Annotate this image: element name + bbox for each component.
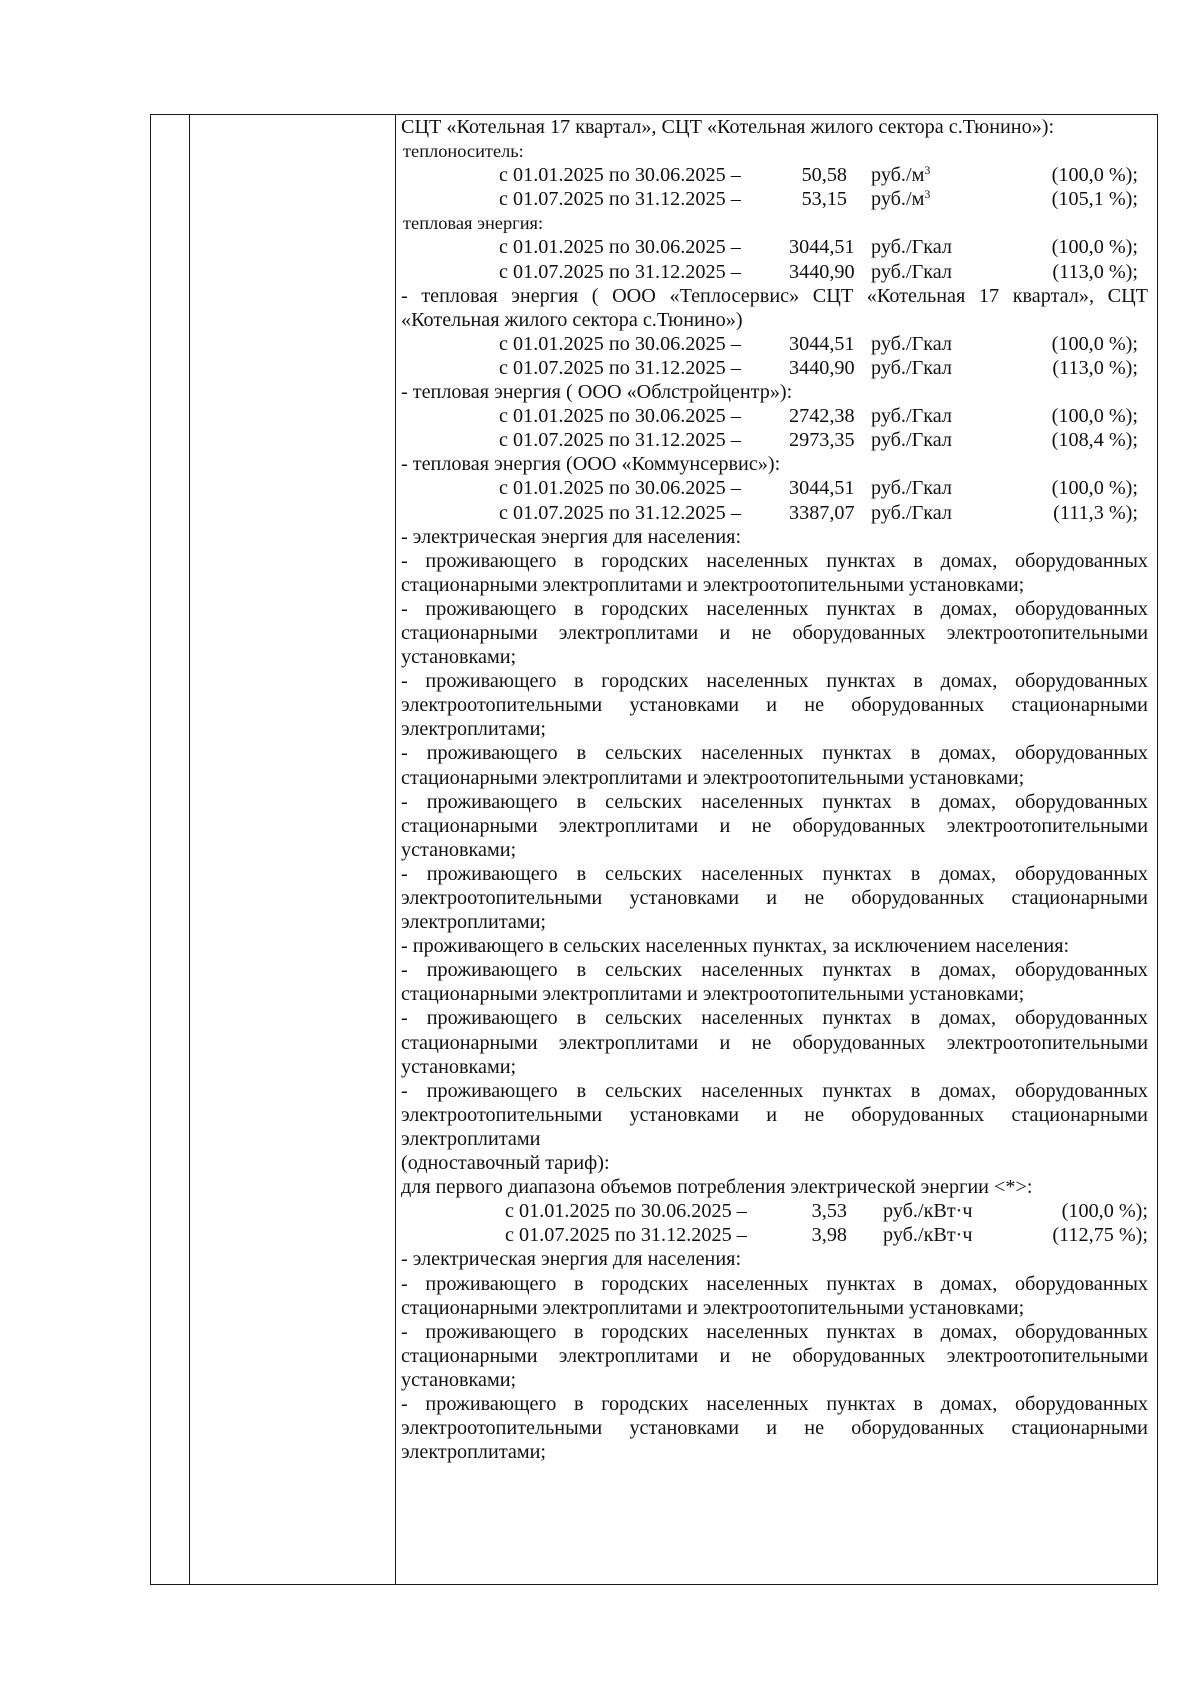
consumer-category: - проживающего в сельских населенных пунктах в домах, оборудованных стационарными электроплитами и не оборудованных электроотопительными установками; [401,790,1148,861]
oblstroy-heading: - тепловая энергия ( ООО «Облстройцентр»): [401,381,793,404]
tariff-row [401,1223,1148,1247]
consumer-category: - проживающего в сельских населенных пунктах в домах, оборудованных электроотопительными установками и не оборудованных стационарными электроплитами; [401,862,1148,934]
tariff-percent: (100,0 %); [1051,405,1138,428]
electricity-heading: - электрическая энергия для населения: [401,1248,742,1271]
consumer-category: - проживающего в сельских населенных пунктах в домах, оборудованных электроотопительными установками и не оборудованных стационарными электроплитами [401,1079,1148,1150]
tariff-period: с 01.07.2025 по 31.12.2025 – [499,501,741,524]
tariff-period: с 01.07.2025 по 31.12.2025 – [499,188,741,211]
consumer-category: - проживающего в городских населенных пунктах в домах, оборудованных стационарными электроплитами и не оборудованных электроотопительными установками; [401,1320,1148,1391]
tariff-value: 2973,35 [789,429,855,452]
tariff-row [401,356,1148,380]
tariff-unit: руб./Гкал [871,356,952,379]
tariff-row [401,163,1148,187]
consumer-category: - проживающего в городских населенных пунктах в домах, оборудованных стационарными электроплитами и электроотопительными установками; [401,549,1148,596]
consumer-category: - проживающего в сельских населенных пунктах, за исключением населения: [401,935,1070,958]
tariff-percent: (100,0 %); [1061,1200,1148,1223]
tariff-value: 3440,90 [789,356,855,379]
tariff-period: с 01.07.2025 по 31.12.2025 – [499,356,741,379]
tariff-unit: руб./Гкал [871,501,952,524]
tariff-percent: (100,0 %); [1051,236,1138,259]
column-divider [189,115,190,1584]
tariff-value: 3387,07 [789,501,855,524]
tariff-value: 50,58 [801,164,847,187]
tariff-value: 3440,90 [789,260,855,283]
tariff-unit: $руб./м^3$ [871,187,931,211]
tariff-row [401,428,1148,452]
tariff-unit: руб./Гкал [871,405,952,428]
kommun-heading: - тепловая энергия (ООО «Коммунсервис»): [401,453,781,476]
tariff-row [401,404,1148,428]
tariff-value: 3,98 [811,1224,847,1247]
tariff-row [401,501,1148,525]
tariff-period: с 01.07.2025 по 31.12.2025 – [499,429,741,452]
tariff-period: с 01.07.2025 по 31.12.2025 – [499,260,741,283]
coolant-label: теплоноситель: [403,141,524,162]
tariff-percent: (105,1 %); [1051,188,1138,211]
tariff-cell-content [401,115,1148,1464]
tariff-unit: руб./кВт·ч [883,1200,973,1223]
consumer-category: - проживающего в сельских населенных пунктах в домах, оборудованных стационарными электроплитами и электроотопительными установками; [401,959,1148,1006]
consumer-category: - проживающего в сельских населенных пунктах в домах, оборудованных стационарными электроплитами и не оборудованных электроотопительными установками; [401,1007,1148,1078]
tariff-unit: руб./Гкал [871,477,952,500]
consumer-category: - проживающего в сельских населенных пунктах в домах, оборудованных стационарными электроплитами и электроотопительными установками; [401,742,1148,789]
tariff-row [401,235,1148,259]
tariff-unit: руб./Гкал [871,236,952,259]
tariff-percent: (111,3 %); [1053,501,1138,524]
consumer-category: - проживающего в городских населенных пунктах в домах, оборудованных стационарными электроплитами и не оборудованных электроотопительными установками; [401,597,1148,669]
tariff-unit: $руб./м^3$ [871,163,931,187]
tariff-percent: (100,0 %); [1051,332,1138,355]
tariff-percent: (108,4 %); [1051,429,1138,452]
tariff-table [150,114,1158,1585]
tariff-row [401,1199,1148,1223]
tariff-period: с 01.01.2025 по 30.06.2025 – [499,477,741,500]
tariff-percent: (100,0 %); [1051,164,1138,187]
tariff-value: 2742,38 [789,405,855,428]
tariff-type-note: (одноставочный тариф): [401,1152,610,1175]
tariff-percent: (100,0 %); [1051,477,1138,500]
tariff-percent: (113,0 %); [1052,356,1138,379]
tariff-period: с 01.01.2025 по 30.06.2025 – [499,405,741,428]
tariff-unit: руб./Гкал [871,429,952,452]
tariff-period: с 01.01.2025 по 30.06.2025 – [499,236,741,259]
tariff-row [401,332,1148,356]
tariff-period: с 01.01.2025 по 30.06.2025 – [499,332,741,355]
electricity-heading: - электрическая энергия для населения: [401,525,742,548]
tariff-period: с 01.01.2025 по 30.06.2025 – [505,1200,747,1223]
tariff-value: 3044,51 [789,477,855,500]
column-divider [395,115,396,1584]
tariff-row [401,476,1148,500]
tariff-unit: руб./Гкал [871,260,952,283]
intro-line: СЦТ «Котельная 17 квартал», СЦТ «Котельная жилого сектора с.Тюнино»): [401,116,1055,138]
consumer-category: - проживающего в городских населенных пунктах в домах, оборудованных электроотопительными установками и не оборудованных стационарными электроплитами; [401,670,1148,741]
tariff-unit: руб./Гкал [871,332,952,355]
consumer-category: - проживающего в городских населенных пунктах в домах, оборудованных электроотопительными установками и не оборудованных стационарными электроплитами; [401,1392,1148,1464]
tariff-value: 3044,51 [789,332,855,355]
tariff-unit: руб./кВт·ч [883,1224,973,1247]
heat-label: тепловая энергия: [403,213,544,234]
tariff-percent: (112,75 %); [1052,1224,1148,1247]
tariff-period: с 01.01.2025 по 30.06.2025 – [499,164,741,187]
tariff-value: 3044,51 [789,236,855,259]
tariff-value: 53,15 [801,188,847,211]
consumer-category: - проживающего в городских населенных пунктах в домах, оборудованных стационарными электроплитами и электроотопительными установками; [401,1272,1148,1319]
tariff-row [401,187,1148,211]
tariff-percent: (113,0 %); [1052,260,1138,283]
teploservis-heading: - тепловая энергия ( ООО «Теплосервис» СЦТ «Котельная 17 квартал», СЦТ «Котельная жилого сектора с.Тюнино») [401,284,1148,331]
tariff-value: 3,53 [811,1200,847,1223]
tariff-period: с 01.07.2025 по 31.12.2025 – [505,1224,747,1247]
range-note: для первого диапазона объемов потребления электрической энергии <*>: [401,1176,1033,1199]
tariff-row [401,260,1148,284]
